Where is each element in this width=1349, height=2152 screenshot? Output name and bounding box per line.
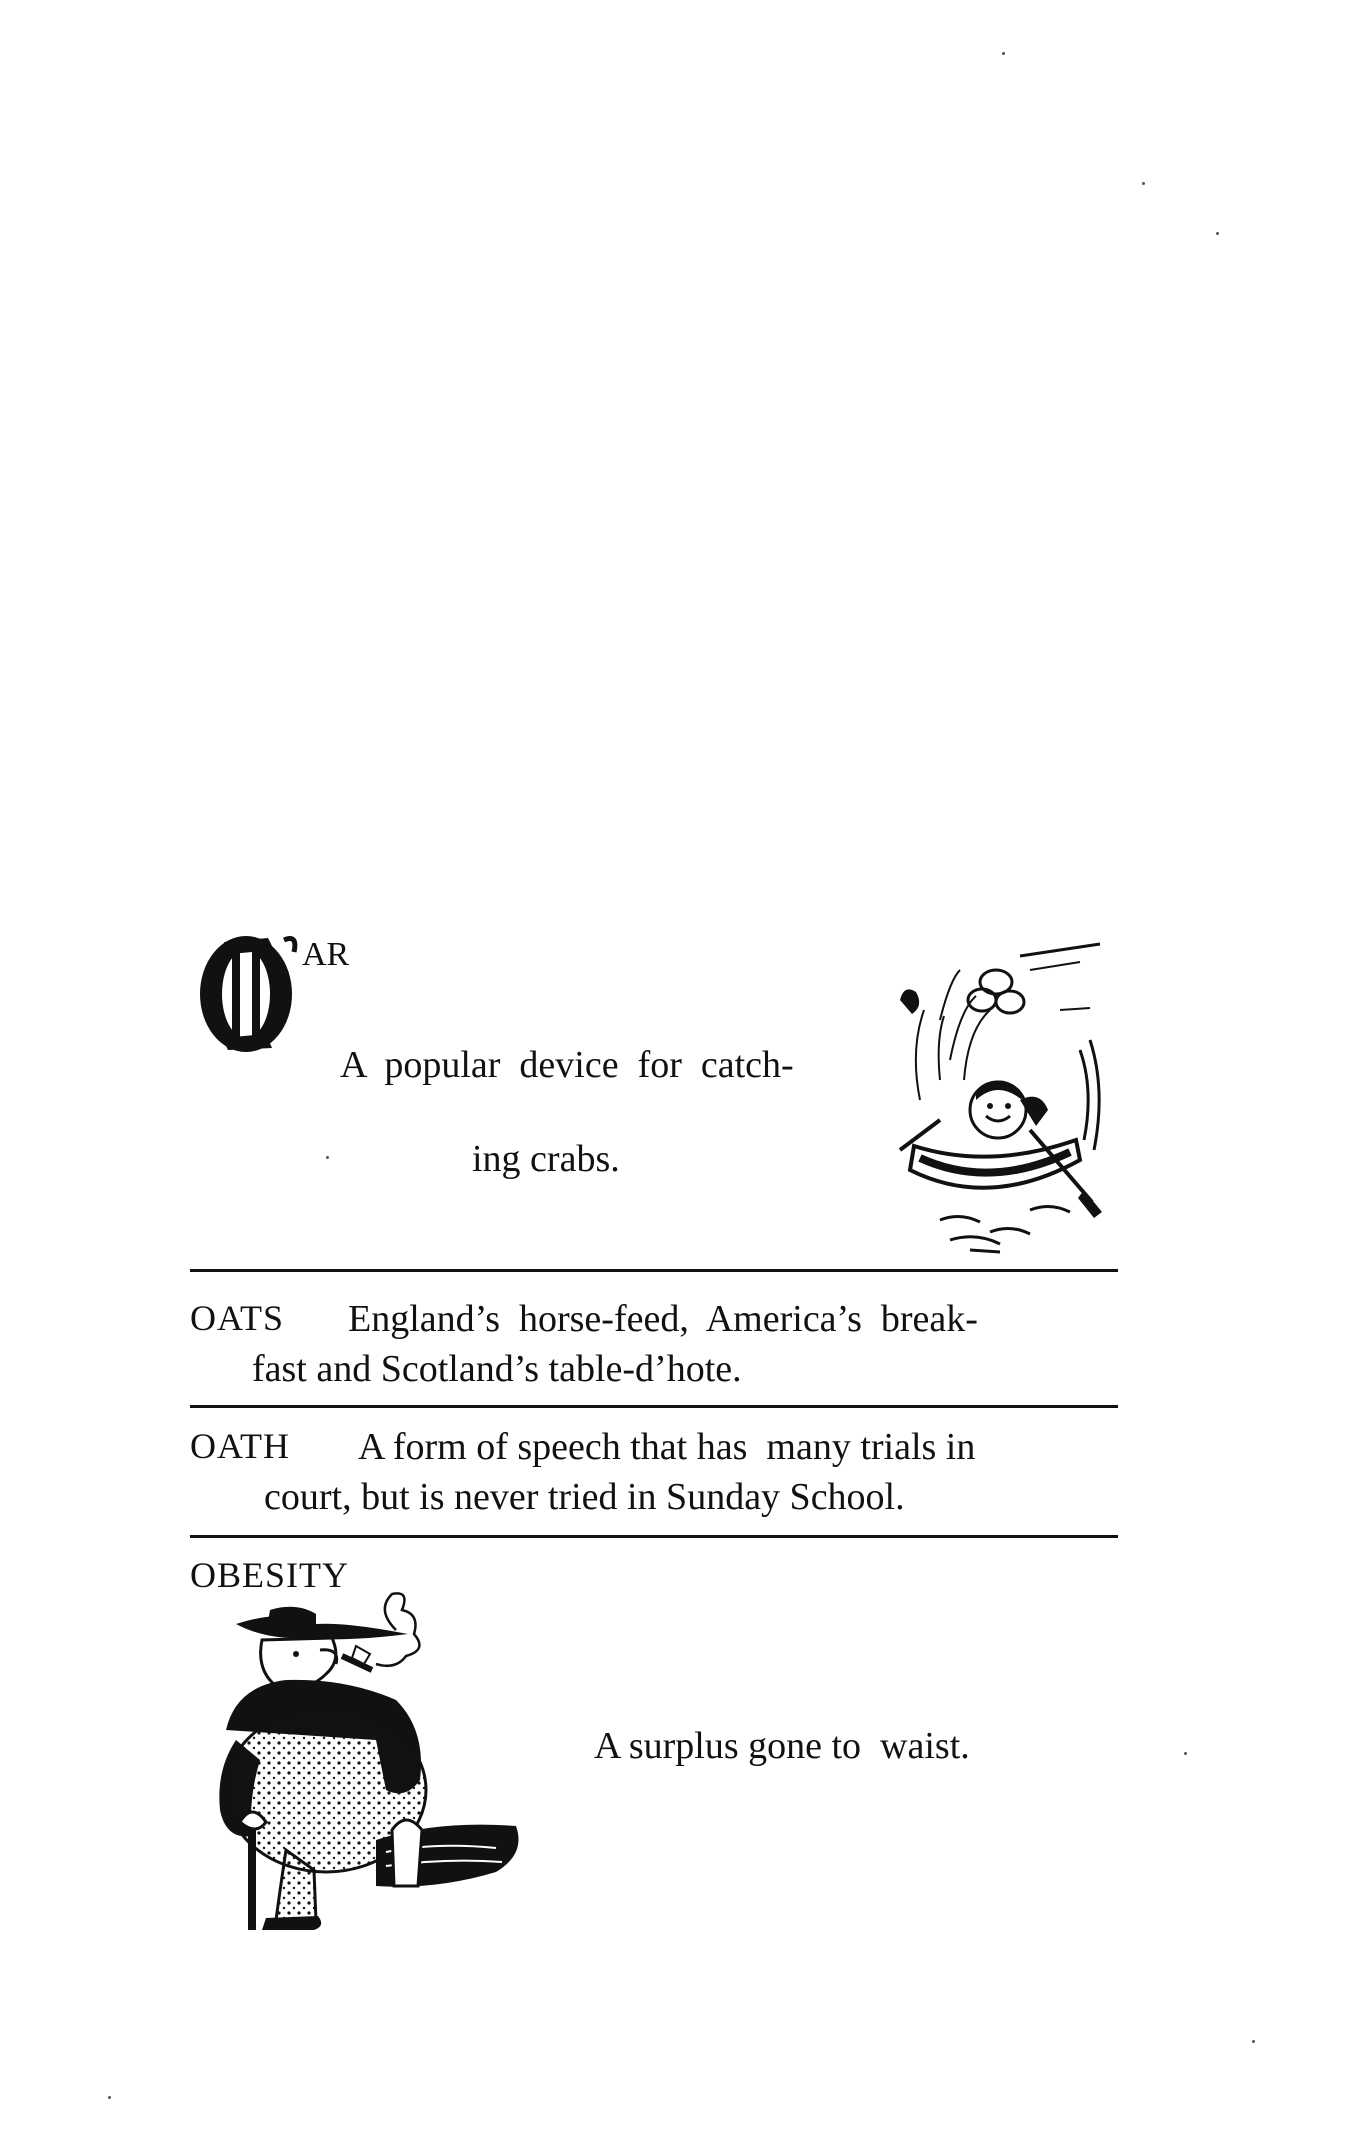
oats-definition-line1: England’s horse-feed, America’s break- (348, 1298, 978, 1340)
obesity-definition: A surplus gone to waist. (594, 1725, 970, 1767)
oath-definition-line1: A form of speech that has many trials in (358, 1426, 976, 1468)
paper-speck (1142, 182, 1145, 185)
oar-definition-line1: A popular device for catch- (340, 1044, 794, 1086)
oath-definition-line2: court, but is never tried in Sunday School. (264, 1476, 905, 1518)
divider-rule-1 (190, 1269, 1118, 1272)
paper-speck (326, 1156, 329, 1159)
oar-definition-line2: ing crabs. (472, 1138, 620, 1180)
divider-rule-3 (190, 1535, 1118, 1538)
blackletter-o-icon (194, 930, 302, 1056)
paper-speck (1252, 2040, 1255, 2043)
divider-rule-2 (190, 1405, 1118, 1408)
paper-speck (1184, 1752, 1187, 1755)
fat-man-illustration (196, 1590, 526, 1930)
man-rowing-boat-illustration (880, 940, 1110, 1260)
oar-head: AR (302, 936, 350, 973)
paper-speck (108, 2096, 111, 2099)
paper-speck (1216, 232, 1219, 235)
paper-speck (1002, 52, 1005, 55)
obesity-term: OBESITY (190, 1555, 349, 1595)
oath-term: OATH (190, 1426, 290, 1466)
oats-term: OATS (190, 1298, 285, 1338)
oats-definition-line2: fast and Scotland’s table-d’hote. (252, 1348, 742, 1390)
decorative-initial-o (194, 930, 302, 1056)
